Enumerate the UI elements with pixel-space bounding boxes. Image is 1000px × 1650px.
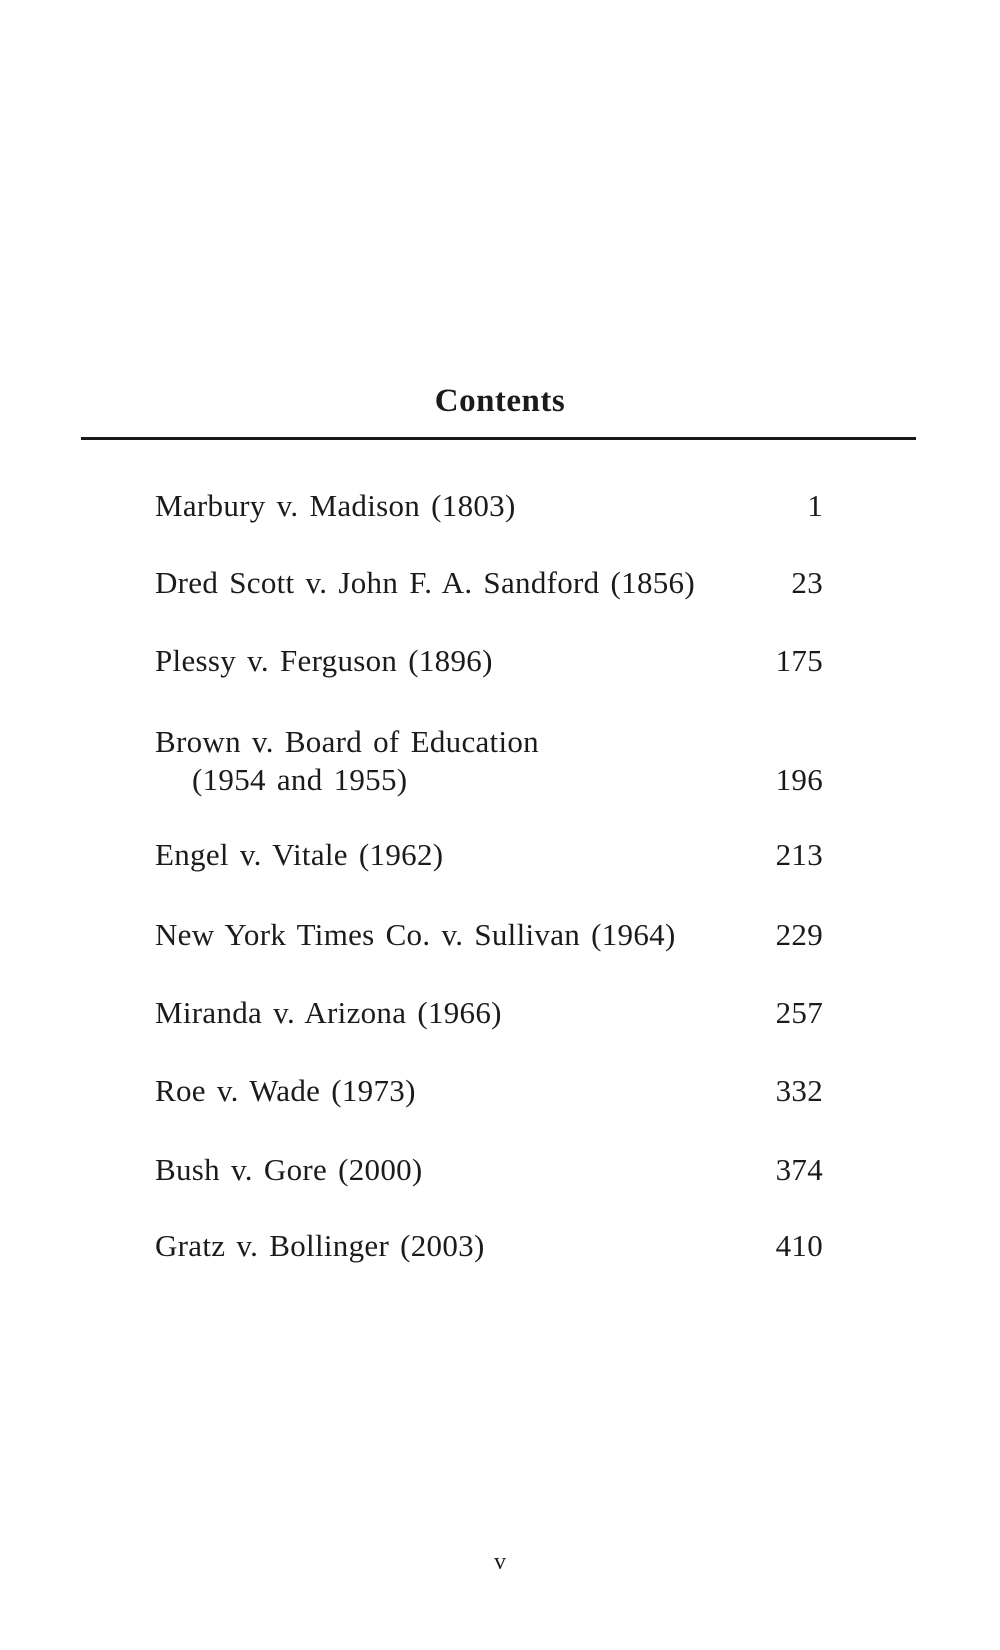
toc-entry-title — [155, 564, 771, 602]
toc-entry — [155, 1072, 823, 1110]
toc-entry-line1: Plessy v. Ferguson (1896) — [155, 643, 493, 678]
toc-entry-line2: (1954 and 1955) — [192, 762, 408, 797]
toc-entry — [155, 1151, 823, 1189]
toc-entry-page-number: 229 — [775, 917, 823, 952]
toc-entry — [155, 836, 823, 874]
toc-entry-line1: Dred Scott v. John F. A. Sandford (1856) — [155, 565, 695, 600]
toc-entry-line1: Marbury v. Madison (1803) — [155, 488, 516, 523]
toc-entry-title — [155, 916, 756, 954]
toc-entry-page-number: 332 — [775, 1073, 823, 1108]
toc-entry-page-number: 196 — [775, 762, 823, 797]
toc-entry — [155, 994, 823, 1032]
toc-entry-page-number: 23 — [791, 565, 823, 600]
toc-entry-title — [155, 1151, 756, 1189]
toc-entry-title — [155, 994, 756, 1032]
toc-entry-title — [155, 1072, 756, 1110]
toc-entry-line1: New York Times Co. v. Sullivan (1964) — [155, 917, 676, 952]
toc-entry — [155, 642, 823, 680]
toc-entry-line1: Bush v. Gore (2000) — [155, 1152, 423, 1187]
toc-entry — [155, 564, 823, 602]
toc-entry-line1: Roe v. Wade (1973) — [155, 1073, 416, 1108]
toc-entry-page-number: 374 — [775, 1152, 823, 1187]
page-title: Contents — [434, 383, 566, 419]
toc-entry-title — [155, 642, 756, 680]
toc-entry-page-number: 175 — [775, 643, 823, 678]
toc-entry-page-number: 1 — [807, 488, 823, 523]
toc-entry-title — [155, 723, 756, 799]
toc-entry-page-number: 410 — [775, 1228, 823, 1263]
toc-entry — [155, 487, 823, 525]
toc-entry — [155, 1227, 823, 1265]
toc-entry — [155, 916, 823, 954]
toc-entry-page-number: 213 — [775, 837, 823, 872]
heading-rule — [81, 437, 916, 440]
folio-page-number: v — [494, 1549, 506, 1575]
toc-entry-line1: Engel v. Vitale (1962) — [155, 837, 444, 872]
toc-entry-line1: Brown v. Board of Education — [155, 724, 539, 759]
toc-entry-title — [155, 836, 756, 874]
toc-entry-title — [155, 487, 787, 525]
toc-entry-line1: Miranda v. Arizona (1966) — [155, 995, 502, 1030]
toc-entry-line1: Gratz v. Bollinger (2003) — [155, 1228, 485, 1263]
toc-entry — [155, 723, 823, 799]
toc-entry-title — [155, 1227, 756, 1265]
toc-entry-page-number: 257 — [775, 995, 823, 1030]
